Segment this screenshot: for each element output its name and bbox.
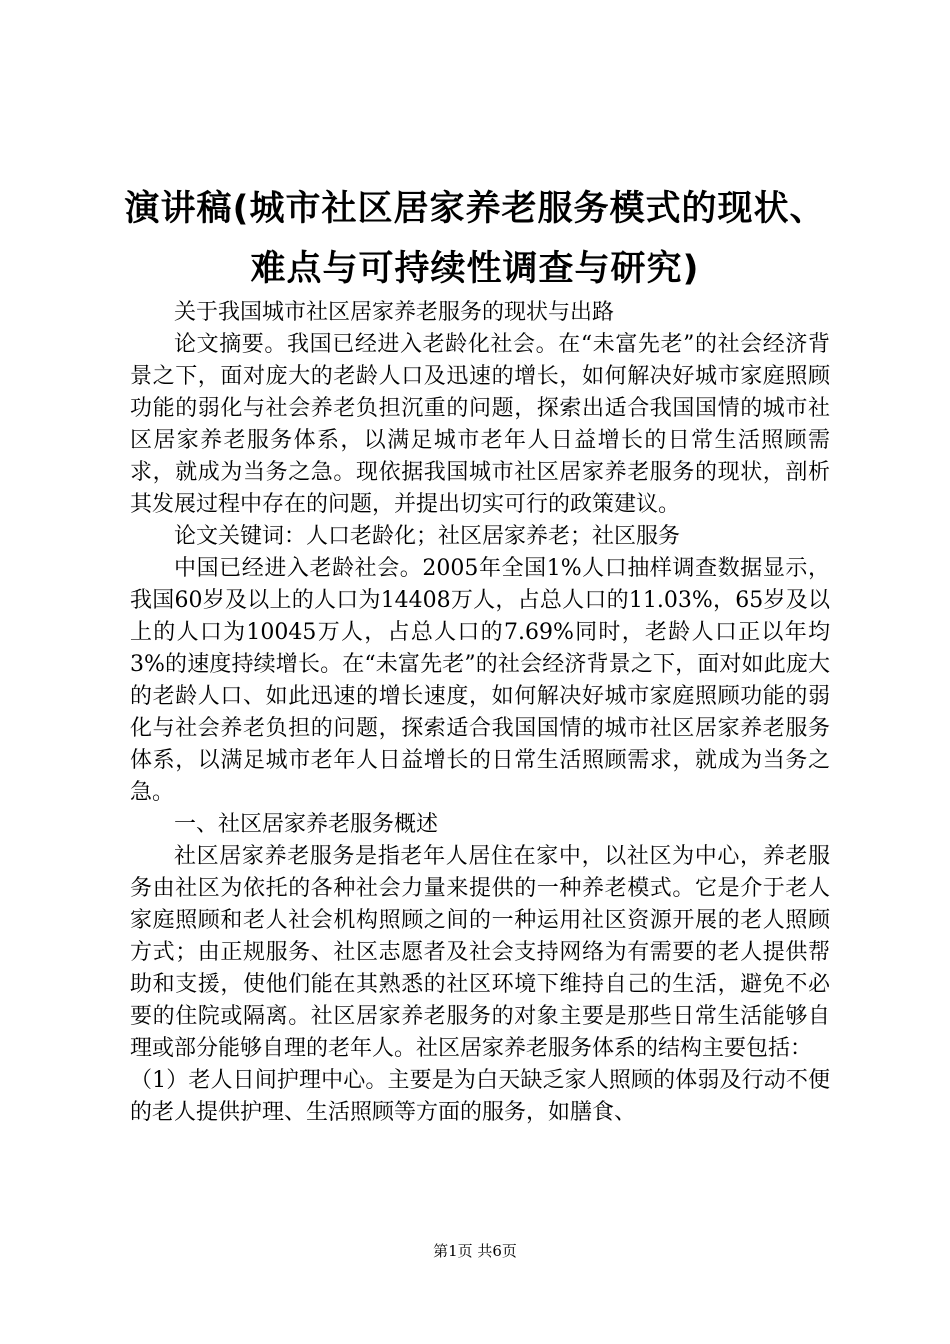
page-footer: 第1页 共6页	[433, 1242, 517, 1260]
keywords-paragraph: 论文关键词：人口老龄化；社区居家养老；社区服务	[174, 524, 681, 549]
document-title-line-1: 演讲稿(城市社区居家养老服务模式的现状、	[124, 189, 826, 229]
section-heading: 一、社区居家养老服务概述	[174, 812, 439, 837]
subtitle-paragraph: 关于我国城市社区居家养老服务的现状与出路	[174, 300, 615, 325]
document-body	[130, 297, 830, 1129]
intro-paragraph: 中国已经进入老龄社会。2005年全国1%人口抽样调查数据显示，我国60岁及以上的人口为14408万人，占总人口的11.03%，65岁及以上的人口为10045万人，占总人口的7.69%同时，老龄人口正以年均3%的速度持续增长。在“未富先老”的社会经济背景之下，面对如此庞大的老龄人口、如此迅速的增长速度，如何解决好城市家庭照顾功能的弱化与社会养老负担的问题，探索适合我国国情的城市社区居家养老服务体系，以满足城市老年人日益增长的日常生活照顾需求，就成为当务之急。	[130, 556, 830, 805]
abstract-paragraph: 论文摘要。我国已经进入老龄化社会。在“未富先老”的社会经济背景之下，面对庞大的老龄人口及迅速的增长，如何解决好城市家庭照顾功能的弱化与社会养老负担沉重的问题，探索出适合我国国情的城市社区居家养老服务体系，以满足城市老年人日益增长的日常生活照顾需求，就成为当务之急。现依据我国城市社区居家养老服务的现状，剖析其发展过程中存在的问题，并提出切实可行的政策建议。	[130, 332, 830, 517]
overview-paragraph: 社区居家养老服务是指老年人居住在家中，以社区为中心，养老服务由社区为依托的各种社会力量来提供的一种养老模式。它是介于老人家庭照顾和老人社会机构照顾之间的一种运用社区资源开展的老人照顾方式；由正规服务、社区志愿者及社会支持网络为有需要的老人提供帮助和支援，使他们能在其熟悉的社区环境下维持自己的生活，避免不必要的住院或隔离。社区居家养老服务的对象主要是那些日常生活能够自理或部分能够自理的老年人。社区居家养老服务体系的结构主要包括：	[130, 844, 830, 1061]
list-item-paragraph: （1）老人日间护理中心。主要是为白天缺乏家人照顾的体弱及行动不便的老人提供护理、生活照顾等方面的服务，如膳食、	[130, 1068, 830, 1125]
document-title-line-2: 难点与可持续性调查与研究)	[250, 249, 700, 289]
